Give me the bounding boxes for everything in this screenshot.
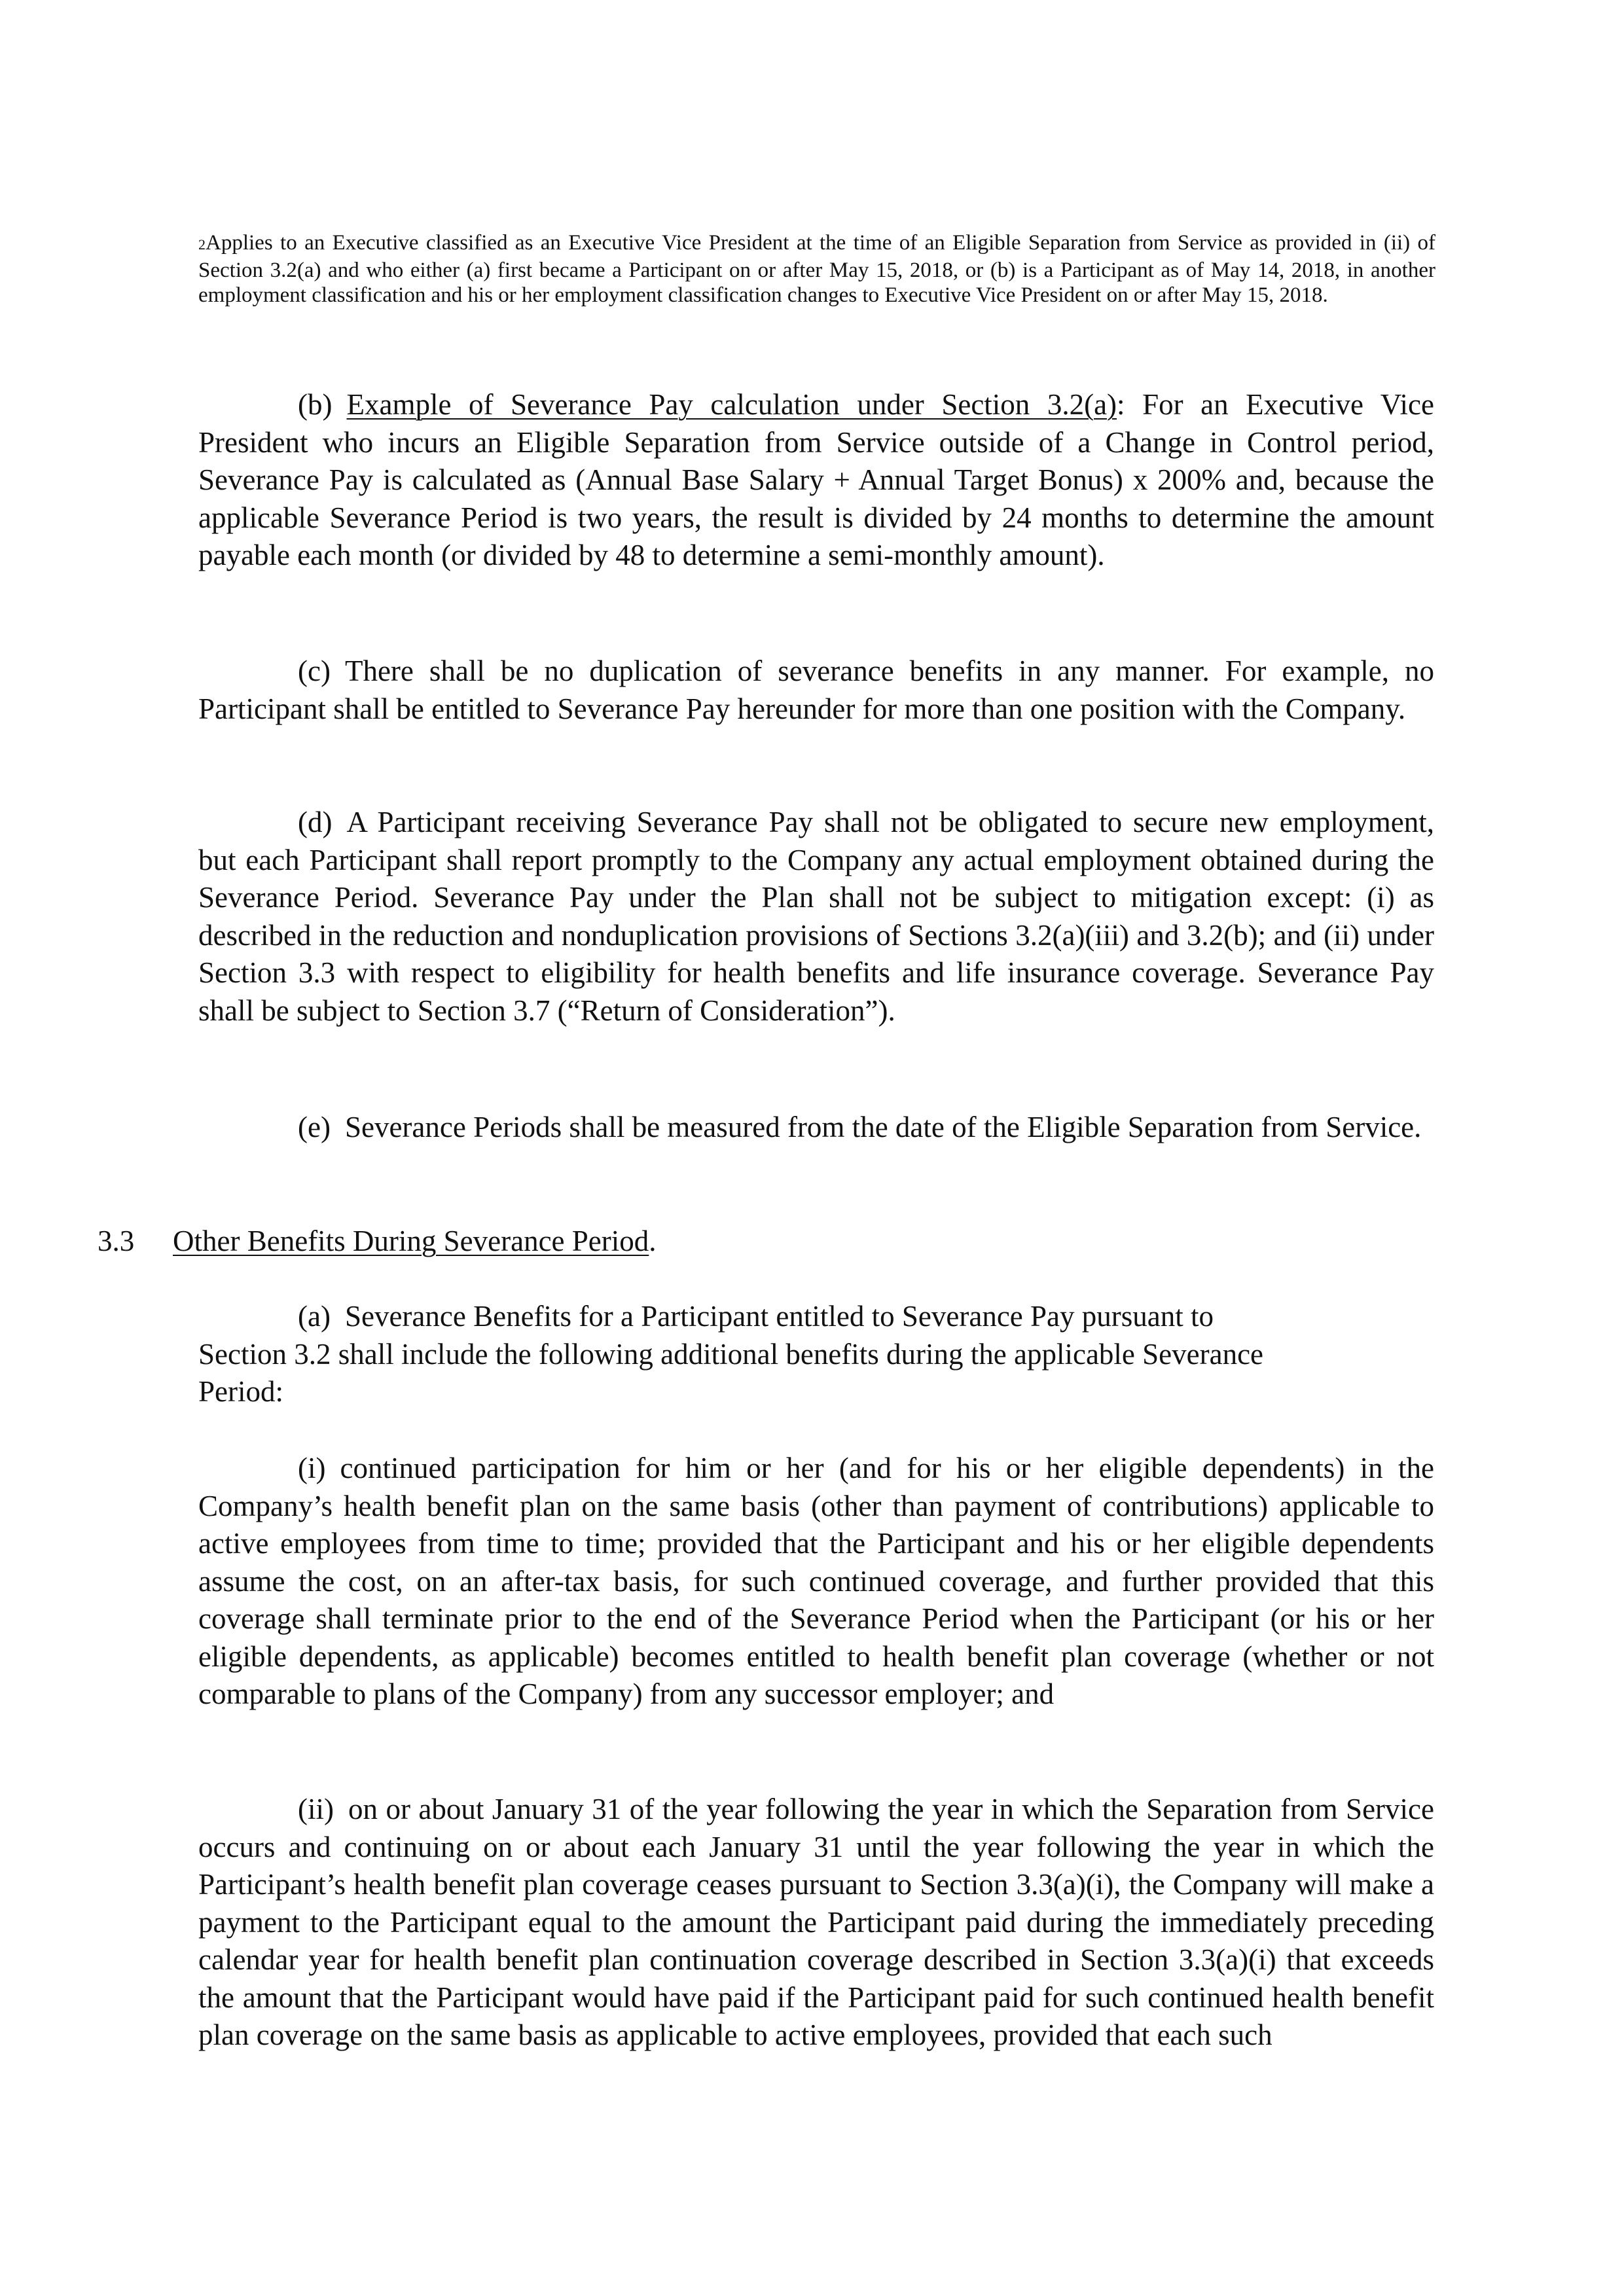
paragraph-e <box>198 1109 1434 1147</box>
section-3-3-heading <box>98 1223 1433 1261</box>
paragraph-c <box>198 653 1434 728</box>
paragraph-mark: (e) <box>298 1111 331 1143</box>
paragraph-line-3: Period: <box>198 1375 283 1408</box>
paragraph-text: on or about January 31 of the year following the year in which the Separation from Service occurs and continuing on or about each January 31 until the year following the year in which the Participant’s health benefit plan coverage ceases pursuant to Section 3.3(a)(i), the Company will make a payment to the Participant equal to the amount the Participant paid during the immediately preceding calendar year for health benefit plan continuation coverage described in Section 3.3(a)(i) that exceeds the amount that the Participant would have paid if the Participant paid for such continued health benefit plan coverage on the same basis as applicable to active employees, provided that each such <box>198 1793 1434 2051</box>
paragraph-d <box>198 804 1434 1030</box>
paragraph-mark: (ii) <box>298 1793 334 1825</box>
paragraph-text: A Participant receiving Severance Pay shall not be obligated to secure new employment, but each Participant shall report promptly to the Company any actual employment obtained during the Severance Period. Severance Pay under the Plan shall not be subject to mitigation except: (i) as described in the reduction and nonduplication provisions of Sections 3.2(a)(iii) and 3.2(b); and (ii) under Section 3.3 with respect to eligibility for health benefits and life insurance coverage. Severance Pay shall be subject to Section 3.7 (“Return of Consideration”). <box>198 806 1434 1027</box>
paragraph-mark: (i) <box>298 1452 326 1484</box>
footnote-mark: 2 <box>198 236 206 253</box>
paragraph-mark: (b) <box>298 388 333 421</box>
paragraph-heading: Example of Severance Pay calculation under Section 3.2(a) <box>346 388 1117 421</box>
footnote-text: Applies to an Executive classified as an Executive Vice President at the time of an Eligible Separation from Service as provided in (ii) of Section 3.2(a) and who either (a) first became a Participant on or after May 15, 2018, or (b) is a Participant as of May 14, 2018, in another employment classification and his or her employment classification changes to Executive Vice President on or after May 15, 2018. <box>198 231 1435 307</box>
section-title: Other Benefits During Severance Period <box>173 1225 649 1257</box>
paragraph-text: Severance Periods shall be measured from the date of the Eligible Separation from Service. <box>344 1111 1422 1143</box>
paragraph-line-1: Severance Benefits for a Participant entitled to Severance Pay pursuant to <box>344 1300 1214 1333</box>
paragraph-text: There shall be no duplication of severance benefits in any manner. For example, no Participant shall be entitled to Severance Pay hereunder for more than one position with the Company. <box>198 655 1434 725</box>
paragraph-line-2: Section 3.2 shall include the following additional benefits during the applicable Severance <box>198 1337 1264 1371</box>
paragraph-b <box>198 386 1434 575</box>
paragraph-text: : For an Executive Vice President who incurs an Eligible Separation from Service outside of a Change in Control period, Severance Pay is calculated as (Annual Base Salary + Annual Target Bonus) x 200% and, because the applicable Severance Period is two years, the result is divided by 24 months to determine the amount payable each month (or divided by 48 to determine a semi-monthly amount). <box>198 388 1434 571</box>
paragraph-i <box>198 1450 1434 1713</box>
paragraph-mark: (a) <box>298 1300 331 1333</box>
paragraph-mark: (c) <box>298 655 331 687</box>
section-title-period: . <box>649 1225 657 1257</box>
paragraph-mark: (d) <box>298 806 333 838</box>
paragraph-ii <box>198 1791 1434 2054</box>
paragraph-3-3-a <box>198 1298 1434 1411</box>
footnote-2 <box>198 230 1435 308</box>
section-number: 3.3 <box>98 1225 135 1257</box>
paragraph-text: continued participation for him or her (and for his or her eligible dependents) in the Company’s health benefit plan on the same basis (other than payment of contributions) applicable to active employees from time to time; provided that the Participant and his or her eligible dependents assume the cost, on an after-tax basis, for such continued coverage, and further provided that this coverage shall terminate prior to the end of the Severance Period when the Participant (or his or her eligible dependents, as applicable) becomes entitled to health benefit plan coverage (whether or not comparable to plans of the Company) from any successor employer; and <box>198 1452 1434 1710</box>
